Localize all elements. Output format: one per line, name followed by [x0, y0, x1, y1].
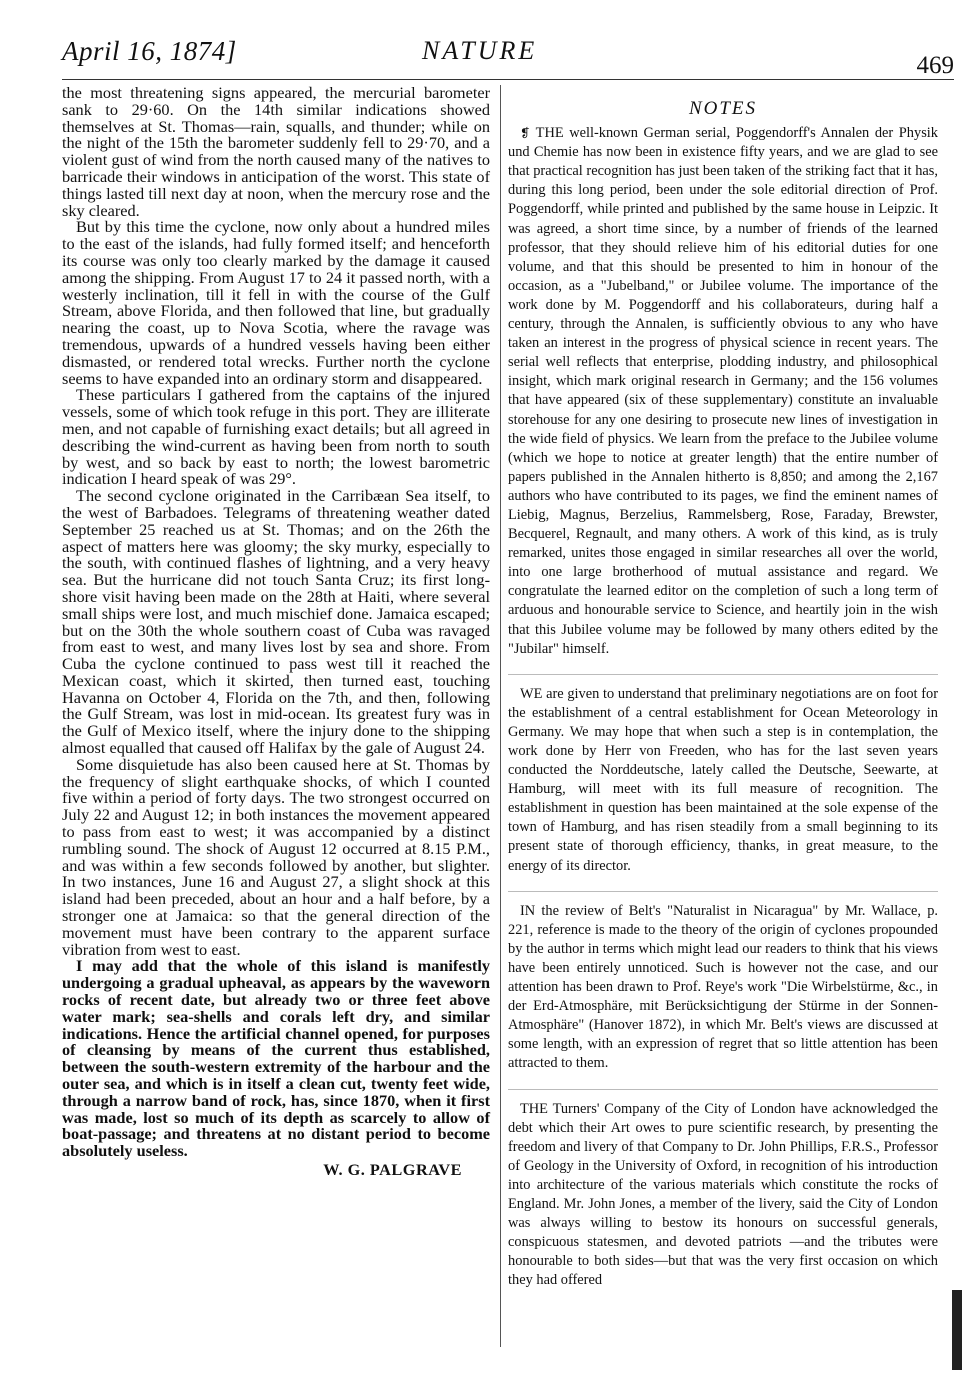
page-header [62, 34, 954, 78]
column-divider [500, 85, 501, 1347]
note-lead: IN [520, 902, 536, 919]
note-item [508, 124, 938, 659]
notes-heading: NOTES [688, 98, 758, 119]
note-lead: WE [520, 685, 543, 702]
paragraph: These particulars I gathered from the captains of the injured vessels, some of which took refuge in this port. They are illiterate men, and not capable of furnishing exact details; but all agreed in describing the wind-current as having been from north to south by west, and so back by east to north; the lowest barometric indication I heard speak of was 29°. [62, 385, 490, 489]
header-rule [62, 79, 954, 80]
paragraph: I may add that the whole of this island is manifestly undergoing a gradual upheaval, as appears by the waveworn rocks of recent date, but already two or three feet above water mark; sea-shells and corals left dry, and similar indications. Hence the artificial channel opened, for purposes of cleansing by means of the current thus established, between the south-western extremity of the harbour and the outer sea, and which is in itself a clean cut, twenty feet wide, through a narrow band of rock, has, since 1870, when it first was made, lost so much of its depth as scarcely to allow of boat-passage; and threatens at no distant period to become absolutely useless. [62, 956, 490, 1161]
paragraph: But by this time the cyclone, now only about a hundred miles to the east of the islands, had fully formed itself; and henceforth its course was only too clearly marked by the damage it caused among the shipping. From August 17 to 24 it passed north, with a westerly inclination, till it fell in with the course of the Gulf Stream, above Florida, and then followed that line, but gradually nearing the coast, up to Nova Scotia, where the ravage was tremendous, upwards of a hundred vessels having been either dismasted, or rendered total wrecks. Further north the cyclone seems to have expanded into an ordinary storm and disappeared. [62, 217, 490, 388]
left-column [62, 85, 490, 1179]
paragraph: Some disquietude has also been caused here at St. Thomas by the frequency of slight earthquake shocks, of which I counted five within a period of forty days. The two strongest occurred on July 22 and August 12; in both instances the movement appeared to pass from east to west; it was accompanied by a distinct rumbling sound. The shock of August 12 occurred at 8.15 P.M., and was within a few seconds followed by another, but slighter. In two instances, June 16 and August 27, a slight shock at this island had been preceded, about an hour and a half before, by a stronger one at Jamaica: so that the general direction of the movement must have been contrary to the apparent surface vibration from west to east. [62, 754, 490, 959]
issue-date: April 16, 1874] [62, 36, 237, 66]
note-item [508, 891, 938, 1074]
note-item [508, 1089, 938, 1291]
note-lead: THE [535, 125, 564, 142]
pilcrow-icon: ❡ [520, 126, 531, 141]
author-signature: W. G. PALGRAVE [323, 1160, 462, 1179]
notes-column [508, 95, 938, 1290]
paragraph: The second cyclone originated in the Carribæan Sea itself, to the west of Barbadoes. Telegrams of threatening weather dated September 25 reached us at St. Thomas; and on the 26th the aspect of matters here was gloomy; the sky murky, especially to the south, with continued flashes of lightning, and a very heavy sea. But the hurricane did not touch Santa Cruz; its first long-shore visit having been made on the 28th at Haiti, where several small ships were lost, and much mischief done. Jamaica escaped; but on the 30th the whole southern coast of Cuba was ravaged from east to west, and many lives lost by sea and shore. From Cuba the cyclone continued to pass west till it reached the Mexican coast, which it skirted, then turned east, touching Havanna on October 4, Florida on the 7th, and then, following the Gulf Stream, was lost in mid-ocean. Its greatest fury was in the Gulf of Mexico itself, where the injury done to the shipping almost equalled that caused off Halifax by the gale of August 24. [62, 486, 490, 758]
paragraph: the most threatening signs appeared, the mercurial barometer sank to 29·60. On the 14th similar indications showed themselves at St. Thomas—rain, squalls, and thunder; while on the night of the 15th the barometer suddenly fell to 29·70, and a violent gust of wind from the north caused many of the natives to barricade their windows in anticipation of the worst. This state of things lasted till next day at noon, when the mercury rose and the sky cleared. [62, 83, 490, 220]
page-number: 469 [916, 52, 954, 79]
journal-title: NATURE [422, 36, 538, 65]
scan-edge-mark [952, 1290, 962, 1370]
note-lead: THE [520, 1100, 548, 1117]
note-text: Turners' Company of the City of London have acknowledged the debt which their Art owes to pure scientific research, by presenting the freedom and livery of that Company to Dr. John Phillips, F.R.S., Professor of Geology in the University of Oxford, in recognition of his introduction into architecture of the various materials which constitute the rocks of England. Mr. John Jones, a member of the livery, said the City of London was always willing to bestow its honours on successful generals, conspicuous statesmen, and devoted patriots —and the tributes were honourable to both sides—but that was the very first occasion on which they had offered [508, 1100, 938, 1289]
note-text: are given to understand that preliminary negotiations are on foot for the establishment of a central establishment for Ocean Meteorology in Germany. We may hope that when such a step is in contemplation, the work done by Herr von Freeden, who has for the last seven years conducted the Norddeutsche, lately called the Deutsche, Seewarte, at Hamburg, will meet with its full measure of recognition. The establishment in question has been maintained at the sole expense of the town of Hamburg, and has risen steadily from a small beginning to its present state of thorough efficiency, thanks, in great measure, to the energy of its director. [508, 685, 938, 874]
note-text: well-known German serial, Poggendorff's Annalen der Physik und Chemie has now been in existence fifty years, and we are glad to see that practical recognition has just been taken of the striking fact that it has, during this long period, been under the sole editorial direction of Prof. Poggendorff, while printed and published by the same house in Leipzic. It was agreed, a short time since, by a number of friends of the learned professor, that they should relieve him of his editorial duties for one volume, and that this should be presented to him in honour of the occasion, as a "Jubelband," or Jubilee volume. The importance of the work done by M. Poggendorff and his collaborateurs, during half a century, through the Annalen, is sufficiently obvious to any who have taken an interest in the progress of physical science in recent years. The serial well reflects that enterprise, plodding industry, and philosophical insight, which mark original research in Germany; and the 156 volumes that have appeared (six of these supplementary) constitute an invaluable storehouse for any one desiring to prosecute new lines of investigation in the wide field of physics. We learn from the preface to the Jubilee volume (which we hope to notice at greater length) that the entire number of papers published in the Annalen hitherto is 8,850; and among the 2,167 authors who have contributed to its pages, we find the eminent names of Liebig, Magnus, Berzelius, Rammelsberg, Rose, Faraday, Brewster, Becquerel, Regnault, and many others. A work of this kind, as is truly remarked, unites those engaged in similar researches all over the world, into one large brotherhood of mutual assistance and regard. We congratulate the learned editor on the completion of such a long term of arduous and honourable service to Science, and heartily join in the wish that this Jubilee volume may be followed by many others edited by the "Jubilar" himself. [508, 125, 938, 657]
note-text: the review of Belt's "Naturalist in Nicaragua" by Mr. Wallace, p. 221, reference is made to the theory of the origin of cyclones propounded by the author in terms which might lead our readers to think that his views have been entirely unnoticed. Such is however not the case, and our attention has been drawn to Prof. Reye's work "Die Wirbelstürme, &c., in der Erd-Atmosphäre, mit Berücksichtigung der Stürme in der Sonnen-Atmosphäre" (Hanover 1872), in which Mr. Belt's views are discussed at some length, with an expression of regret that so little attention has been attracted to them. [508, 902, 938, 1072]
note-item [508, 674, 938, 876]
